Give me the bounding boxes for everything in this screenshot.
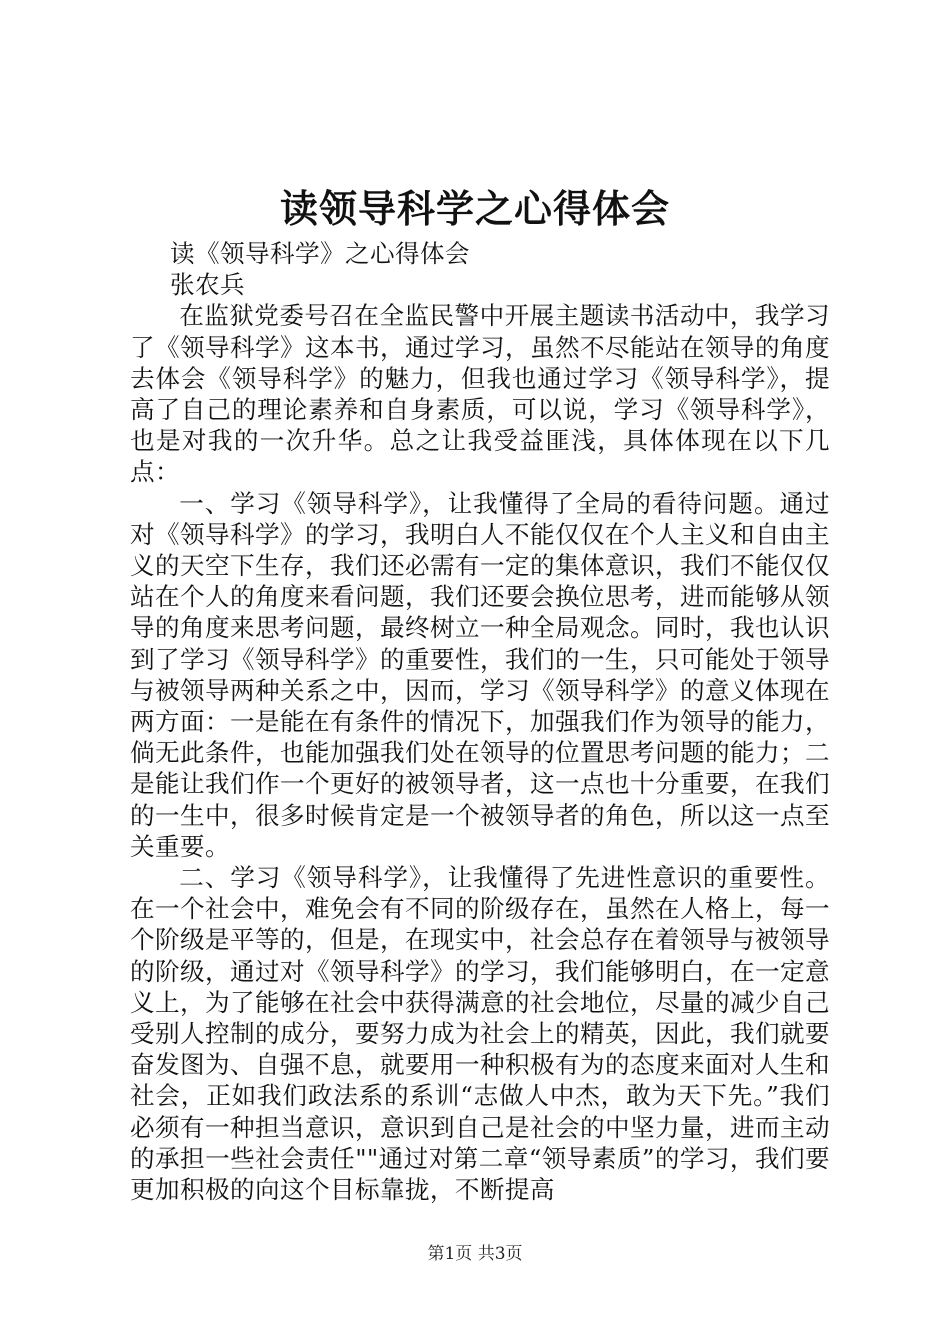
paragraph-point-one: 一、学习《领导科学》，让我懂得了全局的看待问题。通过对《领导科学》的学习，我明白人不能仅仅在个人主义和自由主义的天空下生存，我们还必需有一定的集体意识，我们不能仅仅站在个人的角度来看问题，我们还要会换位思考，进而能够从领导的角度来思考问题，最终树立一种全局观念。同时，我也认识到了学习《领导科学》的重要性，我们的一生，只可能处于领导与被领导两种关系之中，因而，学习《领导科学》的意义体现在两方面：一是能在有条件的情况下，加强我们作为领导的能力，倘无此条件，也能加强我们处在领导的位置思考问题的能力；二是能让我们作一个更好的被领导者，这一点也十分重要，在我们的一生中，很多时候肯定是一个被领导者的角色，所以这一点至关重要。 bbox=[130, 488, 830, 861]
paragraph-intro: 在监狱党委号召在全监民警中开展主题读书活动中，我学习了《领导科学》这本书，通过学习，虽然不尽能站在领导的角度去体会《领导科学》的魅力，但我也通过学习《领导科学》，提高了自己的理论素养和自身素质，可以说，学习《领导科学》，也是对我的一次升华。总之让我受益匪浅，具体体现在以下几点： bbox=[130, 301, 830, 487]
document-body bbox=[130, 238, 830, 1205]
article-subtitle: 读《领导科学》之心得体会 bbox=[170, 239, 470, 268]
paragraph-point-two: 二、学习《领导科学》，让我懂得了先进性意识的重要性。在一个社会中，难免会有不同的阶级存在，虽然在人格上，每一个阶级是平等的，但是，在现实中，社会总存在着领导与被领导的阶级，通过对《领导科学》的学习，我们能够明白，在一定意义上，为了能够在社会中获得满意的社会地位，尽量的减少自己受别人控制的成分，要努力成为社会上的精英，因此，我们就要奋发图为、自强不息，就要用一种积极有为的态度来面对人生和社会，正如我们政法系的系训“志做人中杰，敢为天下先。”我们必须有一种担当意识，意识到自己是社会的中坚力量，进而主动的承担一些社会责任""通过对第二章“领导素质”的学习，我们要更加积极的向这个目标靠拢，不断提高 bbox=[130, 863, 830, 1205]
document-title: 读领导科学之心得体会 bbox=[279, 186, 670, 231]
author-name: 张农兵 bbox=[170, 270, 245, 300]
page-number-footer: 第1页 共3页 bbox=[427, 1244, 523, 1264]
